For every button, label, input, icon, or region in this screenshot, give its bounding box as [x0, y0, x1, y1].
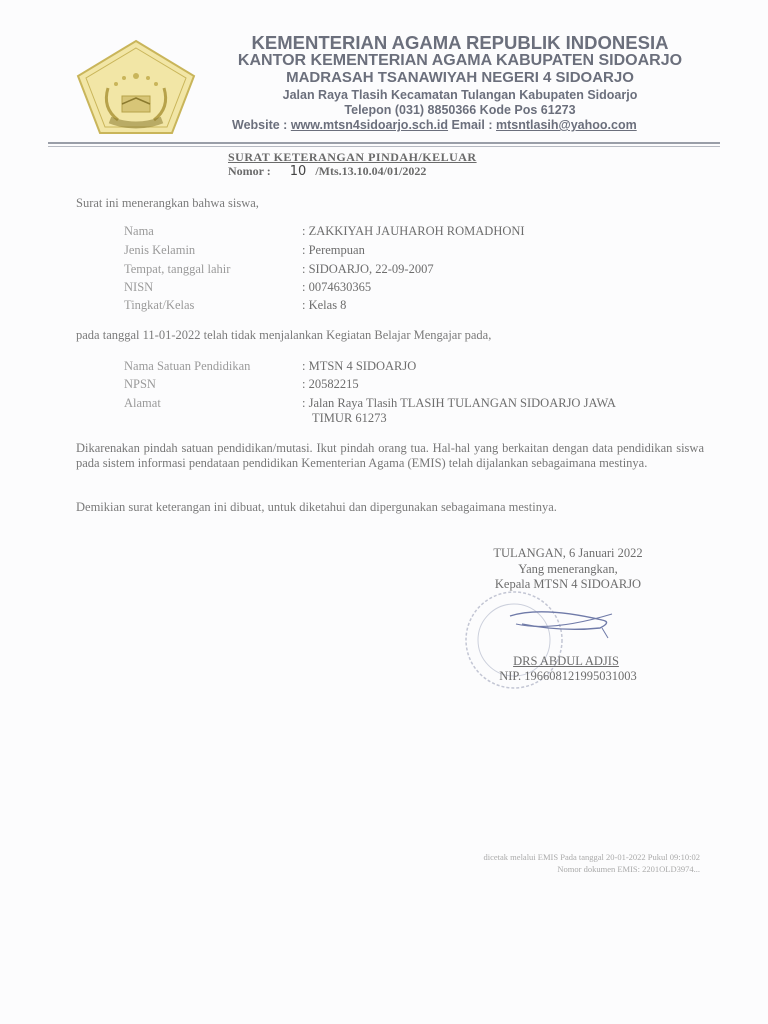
- nomor-suffix: /Mts.13.10.04/01/2022: [315, 164, 427, 178]
- header-office: KANTOR KEMENTERIAN AGAMA KABUPATEN SIDOARJO: [237, 52, 683, 69]
- signature-position: Kepala MTSN 4 SIDOARJO: [494, 577, 642, 591]
- school-label: Alamat: [124, 396, 161, 410]
- header-ministry: KEMENTERIAN AGAMA REPUBLIK INDONESIA: [251, 32, 669, 53]
- document-number: Nomor dokumen EMIS: 2201OLD3974...: [557, 864, 700, 874]
- student-label: Tingkat/Kelas: [124, 298, 195, 312]
- student-value: : Kelas 8: [302, 298, 347, 312]
- header-phone: Telepon (031) 8850366 Kode Pos 61273: [344, 103, 576, 117]
- signatory-nip: NIP. 196608121995031003: [499, 669, 637, 683]
- header-divider: [48, 142, 720, 144]
- signature-place-date: TULANGAN, 6 Januari 2022: [493, 546, 643, 560]
- email-link[interactable]: mtsntlasih@yahoo.com: [496, 118, 637, 132]
- reason-paragraph: Dikarenakan pindah satuan pendidikan/mutasi. Ikut pindah orang tua. Hal-hal yang berkaitan dengan data pendidikan siswa pada sistem informasi pendataan pendidikan Kementerian Agama (EMIS) telah dijalankan sebagaimana mestinya.: [76, 441, 704, 470]
- closing-text: Demikian surat keterangan ini dibuat, untuk diketahui dan dipergunakan sebagaimana mestinya.: [76, 500, 557, 514]
- header-contacts: [232, 118, 702, 132]
- letter-number: [228, 164, 426, 179]
- website-link[interactable]: www.mtsn4sidoarjo.sch.id: [290, 118, 449, 132]
- school-value-continued: TIMUR 61273: [312, 411, 387, 425]
- header-address: Jalan Raya Tlasih Kecamatan Tulangan Kabupaten Sidoarjo: [282, 88, 638, 102]
- website-label: Website :: [232, 118, 288, 132]
- print-info: dicetak melalui EMIS Pada tanggal 20-01-2022 Pukul 09:10:02: [483, 852, 700, 862]
- letter-title: SURAT KETERANGAN PINDAH/KELUAR: [228, 150, 477, 164]
- student-label: Jenis Kelamin: [124, 243, 196, 257]
- school-value: : MTSN 4 SIDOARJO: [302, 359, 417, 373]
- email-label: Email :: [451, 118, 493, 132]
- school-label: NPSN: [124, 377, 156, 391]
- date-line: pada tanggal 11-01-2022 telah tidak menjalankan Kegiatan Belajar Mengajar pada,: [76, 328, 492, 342]
- nomor-label: Nomor :: [228, 164, 271, 178]
- school-value: : Jalan Raya Tlasih TLASIH TULANGAN SIDOARJO JAWA: [302, 396, 616, 410]
- ministry-emblem-logo: [74, 38, 198, 136]
- header-school: MADRASAH TSANAWIYAH NEGERI 4 SIDOARJO: [286, 69, 634, 86]
- student-label: Tempat, tanggal lahir: [124, 262, 231, 276]
- school-label: Nama Satuan Pendidikan: [124, 359, 251, 373]
- school-value: : 20582215: [302, 377, 359, 391]
- student-label: NISN: [124, 280, 154, 294]
- student-value: : SIDOARJO, 22-09-2007: [302, 262, 434, 276]
- signature-role: Yang menerangkan,: [518, 562, 618, 576]
- student-value: : ZAKKIYAH JAUHAROH ROMADHONI: [302, 224, 525, 238]
- intro-text: Surat ini menerangkan bahwa siswa,: [76, 196, 259, 210]
- nomor-handwritten: 10: [289, 164, 307, 179]
- student-label: Nama: [124, 224, 154, 238]
- student-value: : 0074630365: [302, 280, 372, 294]
- student-value: : Perempuan: [302, 243, 365, 257]
- header-divider-thin: [48, 146, 720, 147]
- signatory-name: DRS ABDUL ADJIS: [513, 654, 619, 668]
